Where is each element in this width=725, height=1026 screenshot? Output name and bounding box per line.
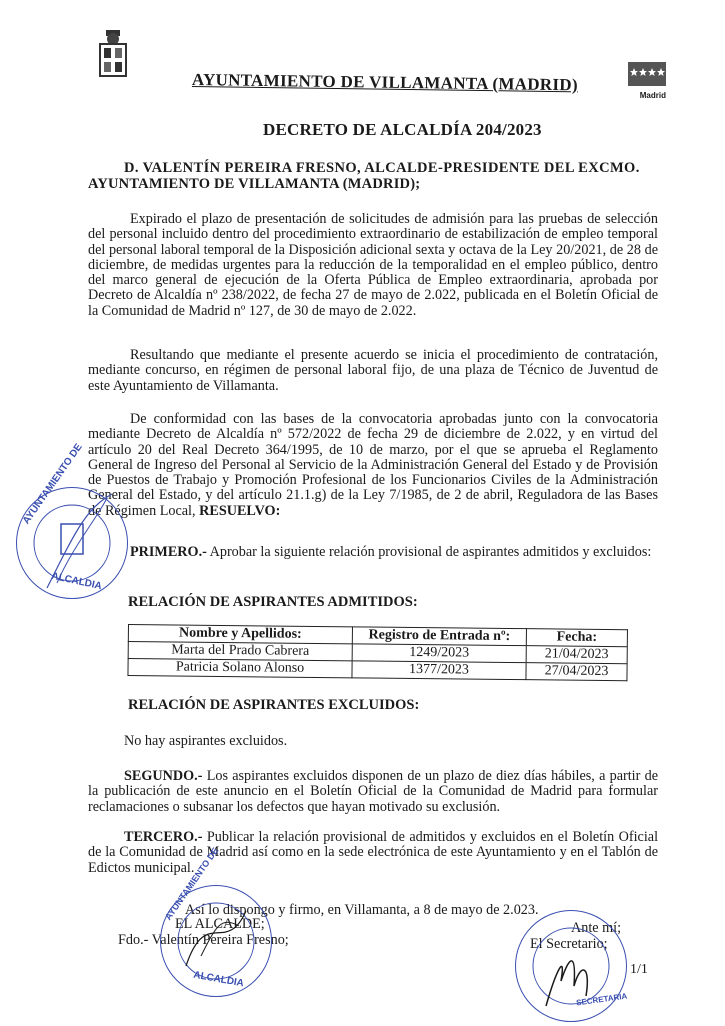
admitted-title: RELACIÓN DE ASPIRANTES ADMITIDOS: [128, 594, 418, 610]
tercero-text: Publicar la relación provisional de admitidos y excluidos en el Boletín Oficial de la Comunidad de Madrid así como en la sede electrónica de este Ayuntamiento y en el Tablón de Edictos municipal. [88, 829, 659, 876]
excluded-title: RELACIÓN DE ASPIRANTES EXCLUIDOS: [128, 697, 420, 713]
secretary-stamp [515, 910, 627, 1022]
stamp-text-bottom: ALCALDIA [192, 969, 245, 990]
heading-line-2: AYUNTAMIENTO DE VILLAMANTA (MADRID); [88, 176, 421, 192]
column-header-registry: Registro de Entrada nº: [352, 627, 526, 646]
stamp-text-top: AYUNTAMIENTO DE [163, 845, 221, 922]
mayor-signature-line: Fdo.- Valentín Pereira Fresno; [118, 932, 289, 948]
mayor-signature-stamp [160, 845, 272, 997]
cell-date: 27/04/2023 [526, 663, 627, 681]
cell-name: Patricia Solano Alonso [128, 659, 352, 678]
mayor-office-stamp [16, 441, 128, 599]
cell-registry: 1377/2023 [352, 661, 526, 680]
column-header-date: Fecha: [526, 629, 627, 647]
column-header-name: Nombre y Apellidos: [128, 625, 352, 644]
paragraph-3 [88, 412, 658, 519]
page-number: 1/1 [630, 962, 648, 977]
secretary-stamp-text: SECRETARIA [575, 991, 628, 1008]
paragraph-3-text: De conformidad con las bases de la convocatoria aprobadas junto con la convocatoria mediante Decreto de Alcaldía nº 572/2022 de fecha 29 de diciembre de 2.022, y en virtud del artículo 20 del Real Decreto 364/1995, de 10 de marzo, por el que se aprueba el Reglamento General de Ingreso del Personal al Servicio de la Administración General del Estado y de Provisión de Puestos de Trabajo y Promoción Profesional de los Funcionarios Civiles de la Administración General del Estado, y del artículo 21.1.g) de la Ley 7/1985, de 2 de abril, Reguladora de las Bases de Régimen Local, [88, 411, 658, 519]
stamp-text-bottom: ALCALDIA [50, 570, 103, 593]
heading-line-1: D. VALENTÍN PEREIRA FRESNO, ALCALDE-PRESIDENTE DEL EXCMO. [124, 160, 640, 176]
secretary-label: El Secretario; [530, 936, 608, 952]
paragraph-1-text: Expirado el plazo de presentación de solicitudes de admisión para las pruebas de selección del personal incluido dentro del procedimiento extraordinario de estabilización de empleo temporal del personal laboral temporal de la Disposición adicional sexta y octava de la Ley 20/2021, de 28 de diciembre, de medidas urgentes para la reducción de la temporalidad en el empleo público, dentro del marco general de ejecución de la Oferta Pública de Empleo extraordinaria, aprobada por Decreto de Alcaldía nº 238/2022, de fecha 27 de mayo de 2.022, publicada en el Boletín Oficial de la Comunidad de Madrid nº 127, de 30 de mayo de 2.022. [88, 211, 658, 319]
paragraph-2-text: Resultando que mediante el presente acuerdo se inicia el procedimiento de contratación, mediante concurso, en régimen de personal laboral fijo, de una plaza de Técnico de Juventud de este Ayuntamiento de Villamanta. [88, 347, 658, 394]
cell-registry: 1249/2023 [352, 644, 526, 663]
admitted-table [127, 624, 628, 681]
tercero-label: TERCERO.- [124, 829, 203, 845]
segundo-label: SEGUNDO.- [124, 768, 203, 784]
paragraph-2 [88, 348, 658, 394]
closing-line: Así lo dispongo y firmo, en Villamanta, a 8 de mayo de 2.023. [185, 902, 539, 918]
mayor-title: EL ALCALDE; [175, 916, 265, 932]
resuelvo-label: RESUELVO: [199, 502, 281, 519]
primero-paragraph [88, 545, 658, 560]
primero-label: PRIMERO.- [130, 544, 207, 560]
coat-of-arms-logo [96, 28, 130, 80]
primero-text: Aprobar la siguiente relación provisional de aspirantes admitidos y excluidos: [209, 544, 652, 560]
tercero-paragraph [88, 830, 658, 876]
cell-date: 21/04/2023 [526, 646, 627, 664]
header-title: AYUNTAMIENTO DE VILLAMANTA (MADRID) [191, 70, 579, 95]
segundo-text: Los aspirantes excluidos disponen de un plazo de diez días hábiles, a partir de la publicación de este anuncio en el Boletín Oficial de la Comunidad de Madrid para formular reclamaciones o subsanar los defectos que hayan motivado su exclusión. [88, 768, 659, 815]
comunidad-madrid-logo [628, 62, 666, 100]
paragraph-1 [88, 212, 658, 319]
before-me-label: Ante mí; [571, 920, 622, 936]
cell-name: Marta del Prado Cabrera [128, 642, 352, 661]
segundo-paragraph [88, 769, 658, 815]
decree-title: DECRETO DE ALCALDÍA 204/2023 [263, 120, 542, 139]
stamp-text-top: AYUNTAMIENTO DE [21, 441, 85, 527]
excluded-text: No hay aspirantes excluidos. [124, 733, 288, 749]
madrid-logo-text: Madrid [639, 91, 666, 100]
